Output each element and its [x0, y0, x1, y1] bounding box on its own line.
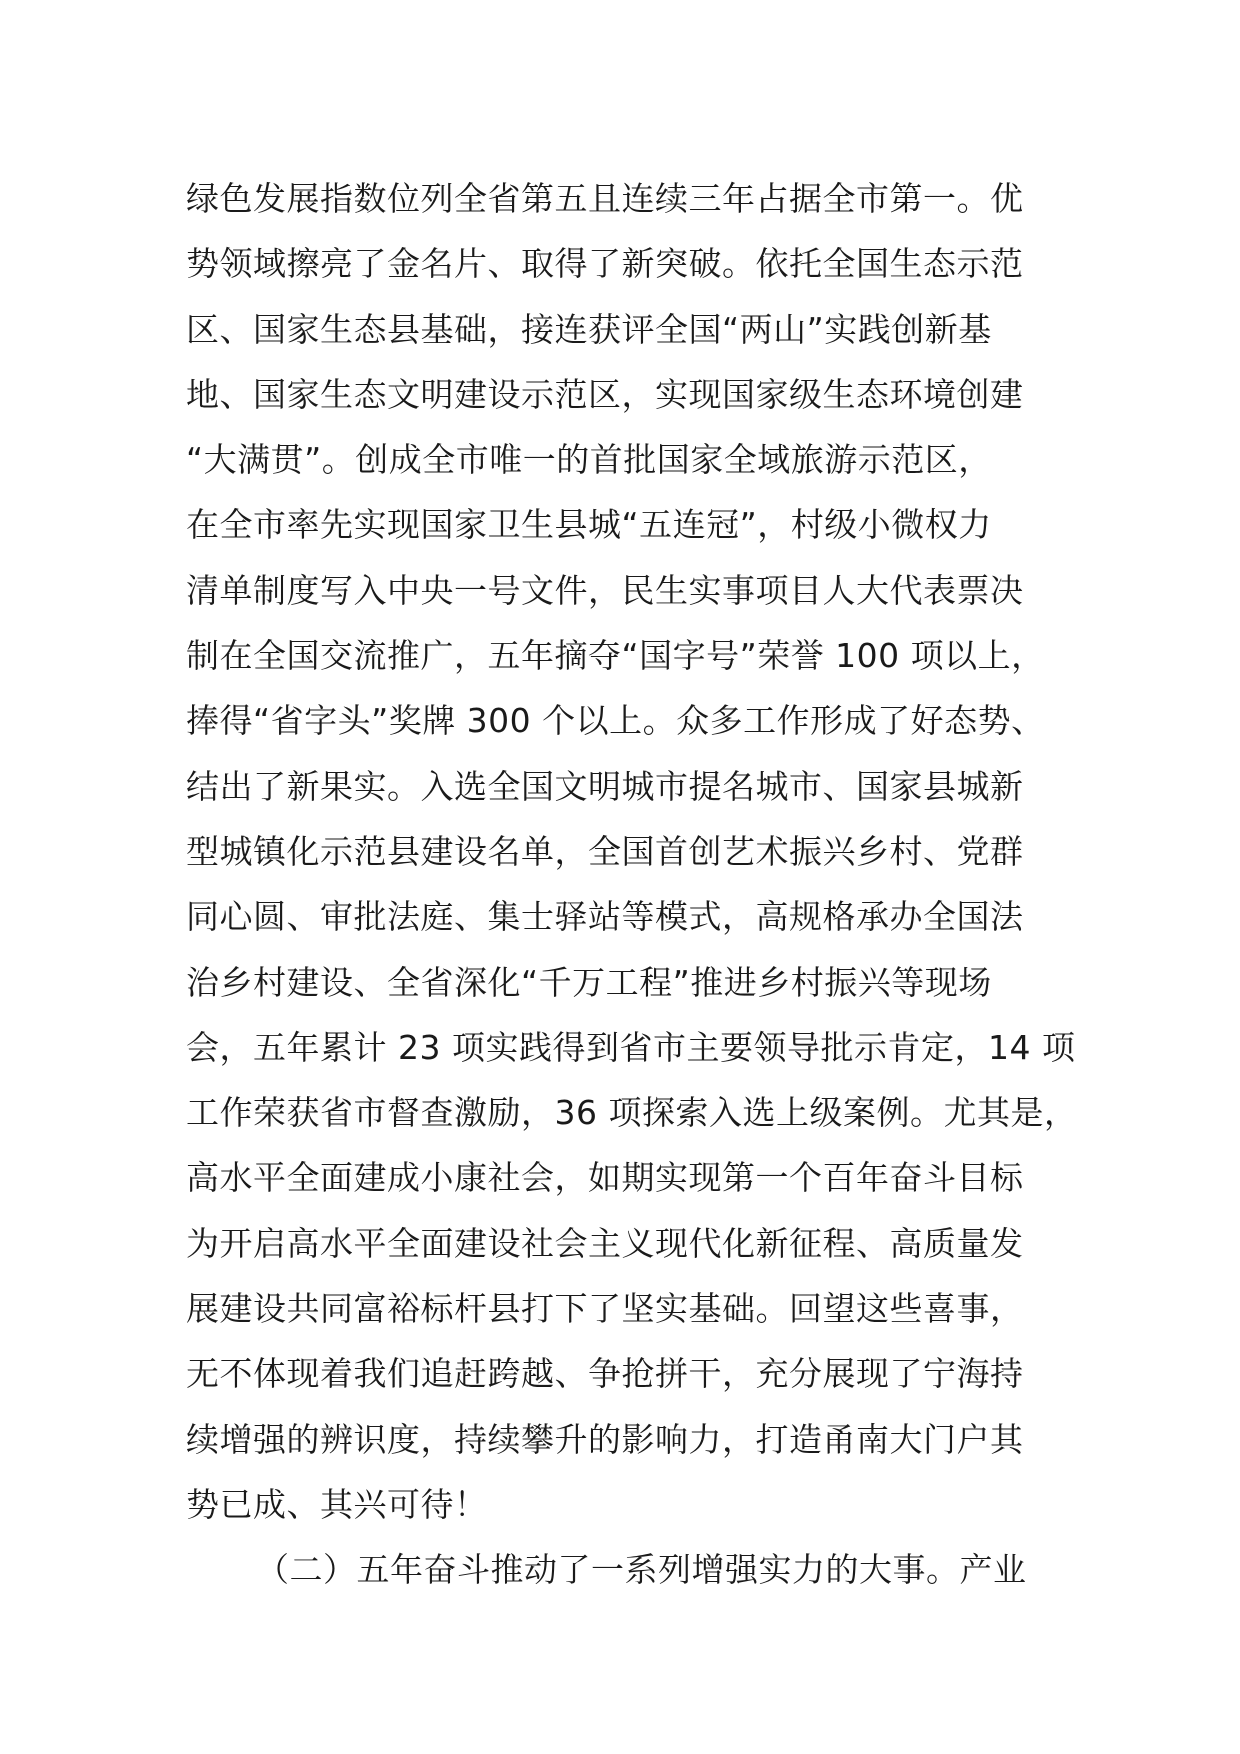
text-line: 绿色发展指数位列全省第五且连续三年占据全市第一。优 [186, 179, 1024, 218]
text-line: 会，五年累计 23 项实践得到省市主要领导批示肯定，14 项 [186, 1027, 1076, 1067]
text-line: 势已成、其兴可待！ [186, 1484, 488, 1524]
text-line: 捧得“省字头”奖牌 300 个以上。众多工作形成了好态势、 [186, 701, 1045, 741]
text-line: 区、国家生态县基础，接连获评全国“两山”实践创新基 [186, 309, 992, 349]
text-line: 结出了新果实。入选全国文明城市提名城市、国家县城新 [186, 766, 1024, 806]
text-line: 在全市率先实现国家卫生县城“五连冠”，村级小微权力 [186, 505, 992, 545]
text-line: 展建设共同富裕标杆县打下了坚实基础。回望这些喜事， [186, 1289, 1024, 1329]
text-line: 工作荣获省市督查激励，36 项探索入选上级案例。尤其是， [186, 1093, 1078, 1133]
text-line: 势领域擦亮了金名片、取得了新突破。依托全国生态示范 [186, 244, 1024, 284]
text-line: 续增强的辨识度，持续攀升的影响力，打造甬南大门户其 [186, 1419, 1024, 1459]
text-line: 地、国家生态文明建设示范区，实现国家级生态环境创建 [186, 374, 1024, 414]
text-line: 无不体现着我们追赶跨越、争抢拼干，充分展现了宁海持 [186, 1354, 1024, 1394]
text-line: 同心圆、审批法庭、集士驿站等模式，高规格承办全国法 [186, 897, 1024, 937]
text-line: 制在全国交流推广，五年摘夺“国字号”荣誉 100 项以上， [186, 636, 1045, 676]
body-text [186, 166, 1086, 1603]
text-line: “大满贯”。创成全市唯一的首批国家全域旅游示范区， [186, 440, 992, 480]
text-line: 为开启高水平全面建设社会主义现代化新征程、高质量发 [186, 1223, 1024, 1263]
text-line: 型城镇化示范县建设名单，全国首创艺术振兴乡村、党群 [186, 831, 1024, 871]
section-heading-line: （二）五年奋斗推动了一系列增强实力的大事。产业 [256, 1550, 1027, 1590]
text-line: 治乡村建设、全省深化“千万工程”推进乡村振兴等现场 [186, 962, 992, 1002]
text-line: 清单制度写入中央一号文件，民生实事项目人大代表票决 [186, 570, 1024, 610]
text-line: 高水平全面建成小康社会，如期实现第一个百年奋斗目标 [186, 1158, 1024, 1198]
